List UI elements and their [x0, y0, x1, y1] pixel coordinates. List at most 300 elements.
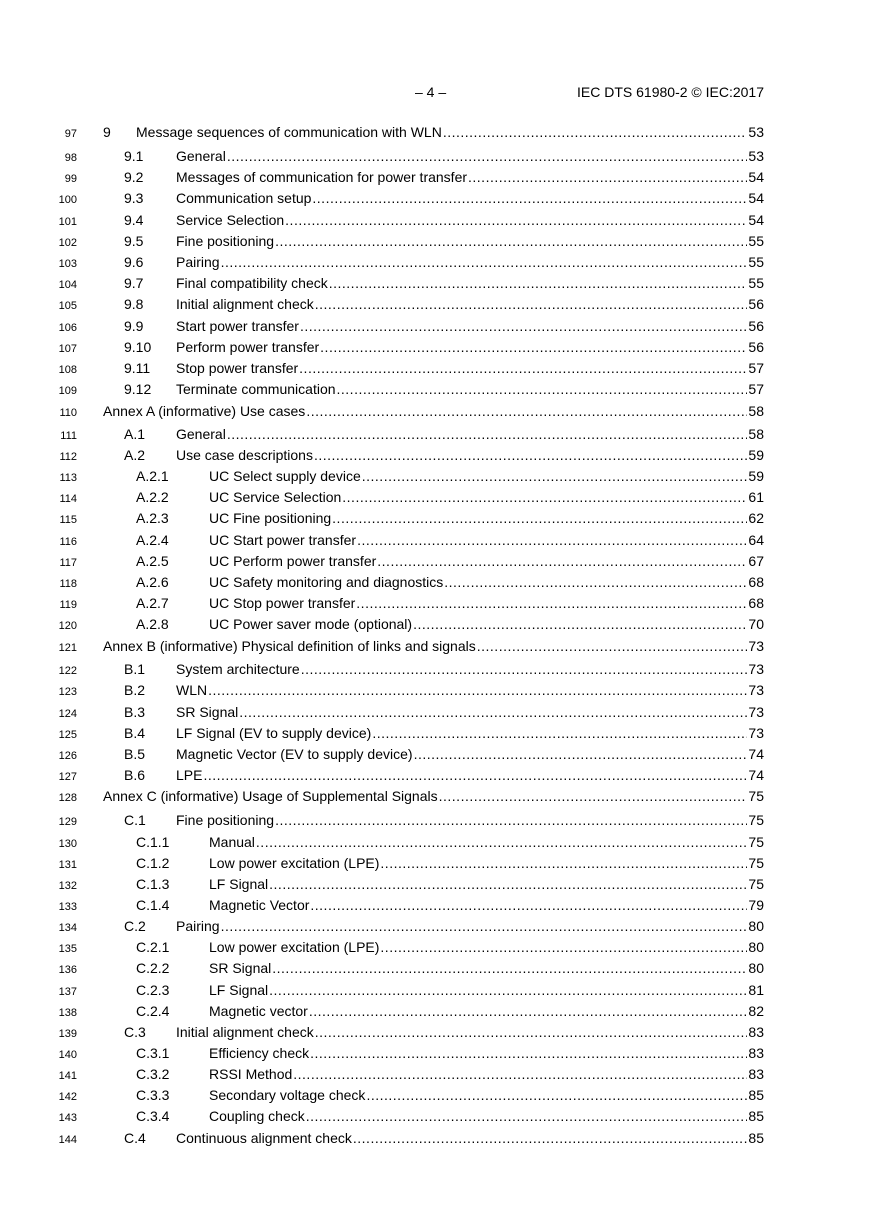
dot-leader — [312, 189, 747, 207]
toc-entry[interactable] — [0, 637, 869, 655]
dot-leader — [342, 488, 747, 506]
dot-leader — [256, 833, 748, 851]
page-ref: 57 — [748, 360, 764, 376]
line-number: 143 — [58, 1112, 77, 1124]
line-number: 97 — [64, 128, 77, 140]
section-number: 9.7 — [124, 275, 144, 291]
toc-entry-body — [209, 509, 764, 527]
section-title: UC Safety monitoring and diagnostics — [209, 574, 444, 590]
line-number: 125 — [58, 729, 77, 741]
line-number: 132 — [58, 880, 77, 892]
page-ref: 53 — [748, 148, 764, 164]
toc-entry-body — [176, 681, 764, 699]
page-ref: 85 — [748, 1087, 764, 1103]
line-number: 122 — [58, 665, 77, 677]
toc-entry-body — [176, 660, 764, 678]
toc-entry[interactable] — [0, 531, 869, 549]
section-title: UC Perform power transfer — [209, 553, 377, 569]
toc-entry-body — [176, 338, 764, 356]
toc-entry[interactable] — [0, 959, 869, 977]
section-title: Magnetic Vector (EV to supply device) — [176, 746, 413, 762]
line-number: 140 — [58, 1049, 77, 1061]
toc-entry-body — [176, 703, 764, 721]
section-number: C.4 — [124, 1130, 146, 1146]
section-number: B.6 — [124, 767, 146, 783]
toc-entry[interactable] — [0, 380, 869, 398]
page-ref: 75 — [748, 834, 764, 850]
dot-leader — [310, 896, 747, 914]
toc-entry[interactable] — [0, 917, 869, 935]
section-title: Efficiency check — [209, 1045, 310, 1061]
line-number: 104 — [58, 279, 77, 291]
dot-leader — [306, 402, 747, 420]
section-number: A.2.3 — [136, 510, 169, 526]
line-number: 126 — [58, 750, 77, 762]
page-ref: 79 — [748, 897, 764, 913]
toc-entry[interactable] — [0, 317, 869, 335]
section-number: C.2 — [124, 918, 146, 934]
page-ref: 58 — [748, 426, 764, 442]
toc-entry[interactable] — [0, 467, 869, 485]
toc-entry-body — [209, 1086, 764, 1104]
line-number: 144 — [58, 1134, 77, 1146]
page-ref: 59 — [748, 468, 764, 484]
section-number: C.2.4 — [136, 1003, 170, 1019]
toc-entry[interactable] — [0, 896, 869, 914]
section-number: A.2.1 — [136, 468, 169, 484]
toc-entry[interactable] — [0, 488, 869, 506]
toc-entry-body — [176, 189, 764, 207]
toc-entry[interactable] — [0, 1065, 869, 1083]
dot-leader — [306, 1107, 748, 1125]
section-number: C.2.3 — [136, 982, 170, 998]
line-number: 99 — [64, 173, 77, 185]
page-ref: 75 — [748, 812, 764, 828]
section-number: C.3.1 — [136, 1045, 170, 1061]
dot-leader — [414, 745, 748, 763]
dot-leader — [239, 703, 747, 721]
section-title: LF Signal — [209, 982, 269, 998]
page-ref: 54 — [748, 212, 764, 228]
section-title: Use case descriptions — [176, 447, 313, 463]
dot-leader — [275, 811, 747, 829]
toc-entry-body — [176, 917, 764, 935]
line-number: 113 — [59, 472, 77, 484]
line-number: 115 — [59, 514, 77, 526]
section-number: A.2 — [124, 447, 146, 463]
section-title: UC Power saver mode (optional) — [209, 616, 413, 632]
dot-leader — [444, 573, 747, 591]
section-title: Final compatibility check — [176, 275, 328, 291]
toc-entry[interactable] — [0, 1107, 869, 1125]
line-number: 124 — [58, 708, 77, 720]
line-number: 103 — [58, 258, 77, 270]
dot-leader — [310, 1044, 747, 1062]
page-ref: 80 — [748, 918, 764, 934]
toc-entry[interactable] — [0, 402, 869, 420]
dot-leader — [320, 338, 747, 356]
line-number: 110 — [59, 407, 77, 419]
page-ref: 61 — [748, 489, 764, 505]
line-number: 117 — [59, 557, 77, 569]
toc-entry[interactable] — [0, 724, 869, 742]
page-ref: 56 — [748, 296, 764, 312]
page-ref: 56 — [748, 339, 764, 355]
toc-entry[interactable] — [0, 766, 869, 784]
page-ref: 85 — [748, 1130, 764, 1146]
line-number: 102 — [58, 237, 77, 249]
toc-entry[interactable] — [0, 615, 869, 633]
section-title: Pairing — [176, 254, 220, 270]
section-title: UC Stop power transfer — [209, 595, 356, 611]
section-title: General — [176, 148, 226, 164]
section-number: C.3.4 — [136, 1108, 170, 1124]
toc-entry-body — [176, 359, 764, 377]
section-title: Annex B (informative) Physical definition of links and signals — [103, 638, 476, 654]
page-ref: 75 — [748, 855, 764, 871]
line-number: 116 — [59, 536, 77, 548]
dot-leader — [380, 854, 747, 872]
page-ref: 53 — [748, 124, 764, 140]
line-number: 107 — [58, 343, 77, 355]
page-ref: 83 — [748, 1066, 764, 1082]
toc-entry-body — [176, 147, 764, 165]
section-title: Perform power transfer — [176, 339, 320, 355]
toc-entry[interactable] — [0, 833, 869, 851]
toc-entry-body — [176, 274, 764, 292]
dot-leader — [315, 295, 748, 313]
page-ref: 80 — [748, 939, 764, 955]
toc-entry[interactable] — [0, 854, 869, 872]
toc-entry-body — [209, 1002, 764, 1020]
section-title: Magnetic vector — [209, 1003, 308, 1019]
toc-entry-body — [176, 232, 764, 250]
toc-entry[interactable] — [0, 573, 869, 591]
section-title: Service Selection — [176, 212, 285, 228]
section-title: LF Signal — [209, 876, 269, 892]
page-ref: 62 — [748, 510, 764, 526]
section-title: Low power excitation (LPE) — [209, 939, 380, 955]
toc-entry[interactable] — [0, 745, 869, 763]
page-ref: 70 — [748, 616, 764, 632]
toc-entry[interactable] — [0, 875, 869, 893]
line-number: 101 — [58, 216, 77, 228]
section-title: Start power transfer — [176, 318, 299, 334]
dot-leader — [477, 637, 748, 655]
section-number: C.3 — [124, 1024, 146, 1040]
section-title: RSSI Method — [209, 1066, 293, 1082]
line-number: 137 — [58, 986, 77, 998]
line-number: 121 — [58, 642, 77, 654]
dot-leader — [353, 1129, 748, 1147]
section-title: General — [176, 426, 226, 442]
page-ref: 64 — [748, 532, 764, 548]
line-number: 133 — [58, 901, 77, 913]
page-ref: 68 — [748, 595, 764, 611]
section-title: Messages of communication for power transfer — [176, 169, 468, 185]
toc-entry[interactable] — [0, 1023, 869, 1041]
toc-entry-body — [209, 854, 764, 872]
page-ref: 67 — [748, 553, 764, 569]
toc-entry[interactable] — [0, 552, 869, 570]
section-number: 9.9 — [124, 318, 144, 334]
section-title: UC Start power transfer — [209, 532, 357, 548]
dot-leader — [337, 380, 748, 398]
section-title: Annex C (informative) Usage of Supplemental Signals — [103, 788, 438, 804]
toc-entry-body — [209, 467, 764, 485]
line-number: 142 — [58, 1091, 77, 1103]
toc-entry-body — [209, 981, 764, 999]
section-title: UC Fine positioning — [209, 510, 332, 526]
line-number: 130 — [58, 838, 77, 850]
line-number: 131 — [58, 859, 77, 871]
line-number: 100 — [58, 194, 77, 206]
page-number: – 4 – — [415, 84, 447, 100]
toc-entry[interactable] — [0, 147, 869, 165]
section-number: C.2.2 — [136, 960, 170, 976]
dot-leader — [285, 211, 747, 229]
page-ref: 57 — [748, 381, 764, 397]
section-title: SR Signal — [176, 704, 239, 720]
dot-leader — [269, 875, 747, 893]
section-number: C.1.4 — [136, 897, 170, 913]
section-number: 9 — [103, 124, 111, 140]
toc-entry[interactable] — [0, 703, 869, 721]
toc-entry[interactable] — [0, 594, 869, 612]
toc-entry[interactable] — [0, 232, 869, 250]
line-number: 139 — [58, 1028, 77, 1040]
dot-leader — [314, 446, 747, 464]
section-title: Stop power transfer — [176, 360, 299, 376]
section-number: A.2.2 — [136, 489, 169, 505]
toc-entry-body — [176, 724, 764, 742]
toc-entry[interactable] — [0, 211, 869, 229]
line-number: 120 — [58, 620, 77, 632]
line-number: 127 — [58, 771, 77, 783]
line-number: 106 — [58, 322, 77, 334]
dot-leader — [227, 147, 748, 165]
page-ref: 68 — [748, 574, 764, 590]
toc-entry[interactable] — [0, 1002, 869, 1020]
section-number: C.1.1 — [136, 834, 170, 850]
page-ref: 85 — [748, 1108, 764, 1124]
section-number: C.2.1 — [136, 939, 170, 955]
toc-entry-body — [176, 317, 764, 335]
section-title: UC Service Selection — [209, 489, 342, 505]
toc-entry[interactable] — [0, 660, 869, 678]
dot-leader — [309, 1002, 748, 1020]
section-number: A.2.7 — [136, 595, 169, 611]
line-number: 109 — [58, 385, 77, 397]
section-title: Fine positioning — [176, 233, 275, 249]
dot-leader — [372, 724, 747, 742]
page-ref: 75 — [748, 788, 764, 804]
toc-entry[interactable] — [0, 274, 869, 292]
section-number: 9.6 — [124, 254, 144, 270]
page-ref: 58 — [748, 403, 764, 419]
toc-entry-body — [209, 959, 764, 977]
toc-entry[interactable] — [0, 1129, 869, 1147]
dot-leader — [300, 317, 747, 335]
toc-entry[interactable] — [0, 425, 869, 443]
page-ref: 83 — [748, 1045, 764, 1061]
section-title: LPE — [176, 767, 203, 783]
section-number: 9.1 — [124, 148, 144, 164]
toc-entry-body — [209, 488, 764, 506]
toc-entry-body — [176, 168, 764, 186]
section-title: Terminate communication — [176, 381, 336, 397]
toc-entry-body — [209, 833, 764, 851]
toc-entry[interactable] — [0, 509, 869, 527]
toc-entry[interactable] — [0, 295, 869, 313]
line-number: 136 — [58, 964, 77, 976]
toc-entry[interactable] — [0, 359, 869, 377]
page-ref: 73 — [748, 682, 764, 698]
line-number: 118 — [59, 578, 77, 590]
section-title: WLN — [176, 682, 208, 698]
section-number: A.1 — [124, 426, 146, 442]
toc-entry-body — [176, 1023, 764, 1041]
toc-entry[interactable] — [0, 787, 869, 805]
line-number: 114 — [59, 493, 77, 505]
toc-entry-body — [209, 938, 764, 956]
section-number: 9.4 — [124, 212, 144, 228]
toc-entry-body — [103, 402, 764, 420]
line-number: 119 — [59, 599, 77, 611]
toc-entry-body — [176, 745, 764, 763]
dot-leader — [269, 981, 747, 999]
dot-leader — [221, 253, 748, 271]
page-ref: 54 — [748, 169, 764, 185]
dot-leader — [221, 917, 748, 935]
section-title: Secondary voltage check — [209, 1087, 366, 1103]
toc-entry[interactable] — [0, 446, 869, 464]
toc-entry[interactable] — [0, 168, 869, 186]
toc-entry[interactable] — [0, 253, 869, 271]
section-number: 9.12 — [124, 381, 152, 397]
line-number: 105 — [58, 300, 77, 312]
toc-entry-body — [209, 875, 764, 893]
section-title: Annex A (informative) Use cases — [103, 403, 306, 419]
toc-entry[interactable] — [0, 338, 869, 356]
section-title: Coupling check — [209, 1108, 305, 1124]
section-number: A.2.5 — [136, 553, 169, 569]
page-ref: 74 — [748, 746, 764, 762]
dot-leader — [272, 959, 747, 977]
toc-entry-body — [176, 446, 764, 464]
section-title: Manual — [209, 834, 255, 850]
section-title: Magnetic Vector — [209, 897, 310, 913]
page-ref: 55 — [748, 254, 764, 270]
section-number: C.3.2 — [136, 1066, 170, 1082]
toc-entry-body — [176, 211, 764, 229]
section-title: Initial alignment check — [176, 296, 314, 312]
section-number: A.2.8 — [136, 616, 169, 632]
page-ref: 73 — [748, 725, 764, 741]
dot-leader — [329, 274, 748, 292]
line-number: 123 — [58, 686, 77, 698]
toc-entry-body — [176, 425, 764, 443]
dot-leader — [227, 425, 748, 443]
section-title: Pairing — [176, 918, 220, 934]
toc-entry[interactable] — [0, 681, 869, 699]
dot-leader — [301, 660, 748, 678]
toc-entry-body — [209, 552, 764, 570]
section-title: System architecture — [176, 661, 300, 677]
page-ref: 82 — [748, 1003, 764, 1019]
toc-entry-body — [103, 637, 764, 655]
section-number: 9.5 — [124, 233, 144, 249]
line-number: 134 — [58, 922, 77, 934]
toc-entry[interactable] — [0, 1044, 869, 1062]
dot-leader — [357, 531, 747, 549]
section-title: Low power excitation (LPE) — [209, 855, 380, 871]
page-ref: 73 — [748, 704, 764, 720]
toc-entry-body — [103, 787, 764, 805]
section-number: 9.11 — [124, 360, 151, 376]
page-ref: 56 — [748, 318, 764, 334]
page-ref: 80 — [748, 960, 764, 976]
toc-entry-body — [209, 573, 764, 591]
section-title: LF Signal (EV to supply device) — [176, 725, 372, 741]
section-number: 9.3 — [124, 190, 144, 206]
page-ref: 83 — [748, 1024, 764, 1040]
toc-entry[interactable] — [0, 189, 869, 207]
toc-entry[interactable] — [0, 123, 869, 141]
dot-leader — [203, 766, 747, 784]
document-reference: IEC DTS 61980-2 © IEC:2017 — [577, 84, 764, 100]
toc-entry[interactable] — [0, 938, 869, 956]
dot-leader — [332, 509, 747, 527]
line-number: 129 — [58, 816, 77, 828]
dot-leader — [315, 1023, 748, 1041]
dot-leader — [293, 1065, 747, 1083]
toc-entry-body — [209, 1065, 764, 1083]
toc-entry-body — [209, 1044, 764, 1062]
section-number: B.2 — [124, 682, 146, 698]
section-title: Fine positioning — [176, 812, 275, 828]
dot-leader — [439, 787, 748, 805]
line-number: 98 — [64, 152, 77, 164]
page-ref: 73 — [748, 661, 764, 677]
toc-entry-body — [176, 766, 764, 784]
toc-entry-body — [176, 1129, 764, 1147]
toc-entry-body — [176, 295, 764, 313]
section-number: 9.8 — [124, 296, 144, 312]
section-number: 9.2 — [124, 169, 144, 185]
page-ref: 54 — [748, 190, 764, 206]
dot-leader — [377, 552, 747, 570]
toc-entry-body — [209, 594, 764, 612]
line-number: 135 — [58, 943, 77, 955]
line-number: 141 — [58, 1070, 77, 1082]
dot-leader — [380, 938, 747, 956]
section-title: Communication setup — [176, 190, 312, 206]
toc-entry-body — [209, 531, 764, 549]
section-title: SR Signal — [209, 960, 272, 976]
dot-leader — [356, 594, 747, 612]
section-title: Initial alignment check — [176, 1024, 314, 1040]
toc-entry-body — [136, 123, 764, 141]
section-number: C.1 — [124, 812, 146, 828]
page-ref: 59 — [748, 447, 764, 463]
toc-entry[interactable] — [0, 981, 869, 999]
section-number: C.1.3 — [136, 876, 170, 892]
page-ref: 74 — [748, 767, 764, 783]
section-number: A.2.6 — [136, 574, 169, 590]
toc-entry[interactable] — [0, 811, 869, 829]
toc-entry[interactable] — [0, 1086, 869, 1104]
